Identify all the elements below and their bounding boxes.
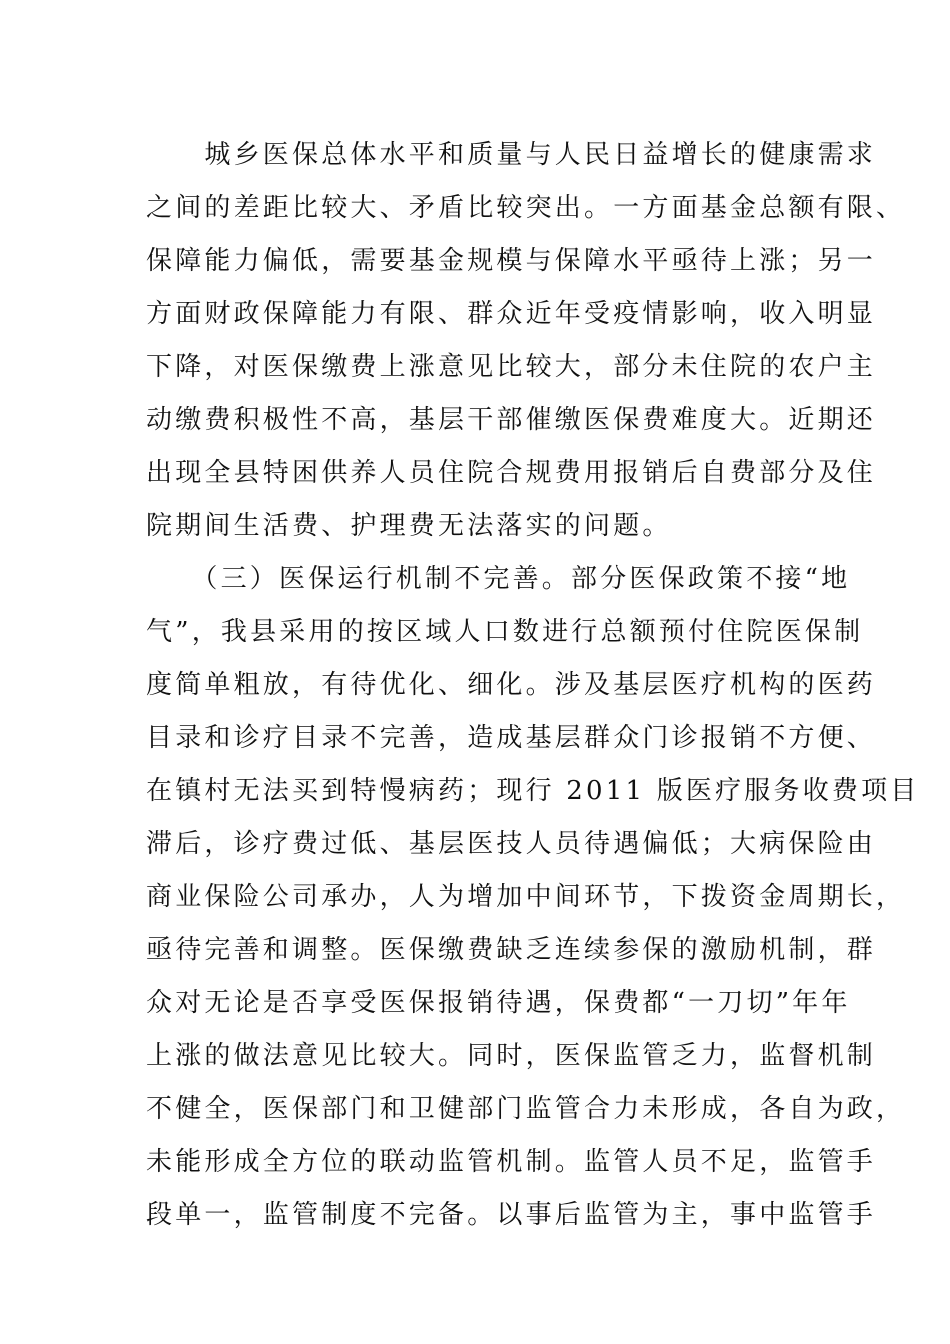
text-line: 未能形成全方位的联动监管机制。监管人员不足，监管手 (146, 1147, 877, 1177)
text-line: 方面财政保障能力有限、群众近年受疫情影响，收入明显 (146, 299, 877, 329)
text-line: 城乡医保总体水平和质量与人民日益增长的健康需求 (146, 140, 877, 170)
body-text (146, 133, 920, 1246)
text-line: 动缴费积极性不高，基层干部催缴医保费难度大。近期还 (146, 405, 877, 435)
text-line: 不健全，医保部门和卫健部门监管合力未形成，各自为政， (146, 1094, 906, 1124)
section-heading-line: （三）医保运行机制不完善。部分医保政策不接“地 (146, 564, 851, 594)
text-line: 院期间生活费、护理费无法落实的问题。 (146, 511, 672, 541)
text-line: 气”，我县采用的按区域人口数进行总额预付住院医保制 (146, 617, 864, 647)
text-line: 段单一，监管制度不完备。以事后监管为主，事中监管手 (146, 1200, 877, 1230)
text-line: 滞后，诊疗费过低、基层医技人员待遇偏低；大病保险由 (146, 829, 877, 859)
text-line: 下降，对医保缴费上涨意见比较大，部分未住院的农户主 (146, 352, 877, 382)
text-line: 商业保险公司承办，人为增加中间环节，下拨资金周期长， (146, 882, 906, 912)
text-line: 上涨的做法意见比较大。同时，医保监管乏力，监督机制 (146, 1041, 877, 1071)
text-line: 亟待完善和调整。医保缴费缺乏连续参保的激励机制，群 (146, 935, 877, 965)
text-line: 保障能力偏低，需要基金规模与保障水平亟待上涨；另一 (146, 246, 877, 276)
text-line: 之间的差距比较大、矛盾比较突出。一方面基金总额有限、 (146, 193, 906, 223)
text-line: 在镇村无法买到特慢病药；现行 2011 版医疗服务收费项目 (146, 776, 920, 806)
text-line: 目录和诊疗目录不完善，造成基层群众门诊报销不方便、 (146, 723, 877, 753)
text-line: 出现全县特困供养人员住院合规费用报销后自费部分及住 (146, 458, 877, 488)
text-line: 众对无论是否享受医保报销待遇，保费都“一刀切”年年 (146, 988, 851, 1018)
text-line: 度简单粗放，有待优化、细化。涉及基层医疗机构的医药 (146, 670, 877, 700)
